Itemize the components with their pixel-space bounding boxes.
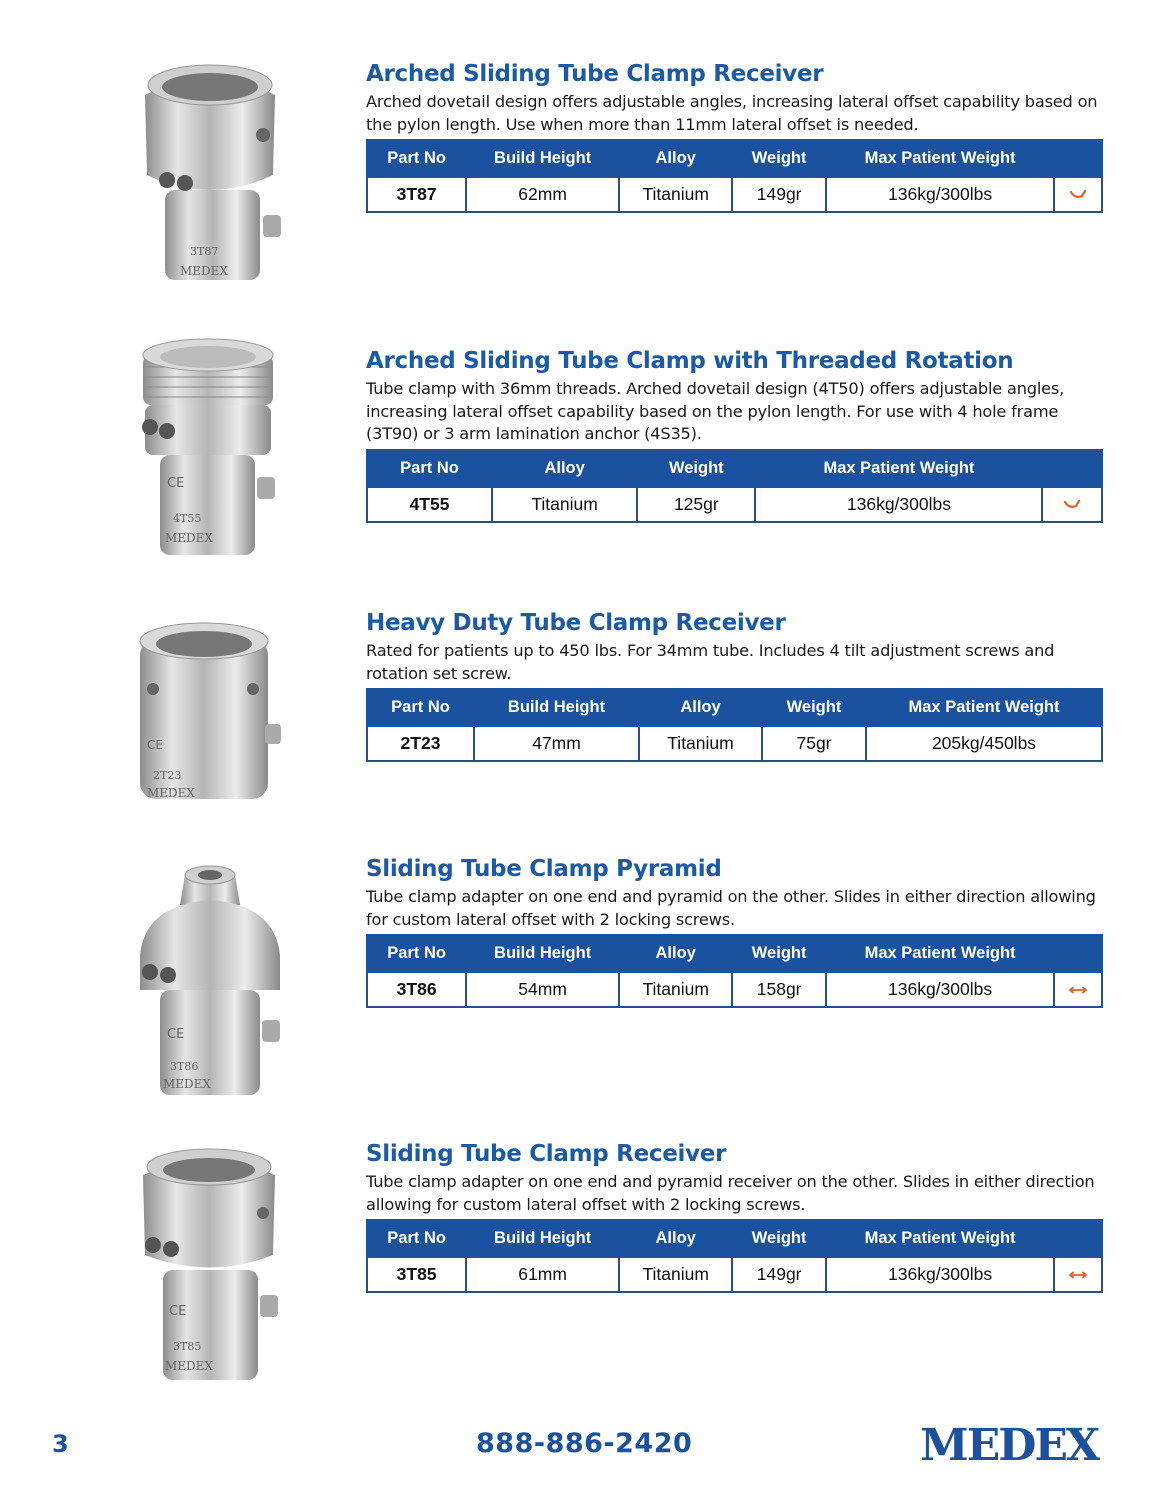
product-info xyxy=(366,1140,1103,1293)
header-icon xyxy=(1054,935,1102,972)
header-alloy: Alloy xyxy=(619,1220,732,1257)
svg-text:CE: CE xyxy=(167,476,185,491)
cell-build-height: 62mm xyxy=(466,177,619,212)
heavy-duty-clamp-image xyxy=(125,619,295,809)
cell-part-no: 3T87 xyxy=(367,177,466,212)
header-max-patient-weight: Max Patient Weight xyxy=(826,140,1054,177)
header-part-no: Part No xyxy=(367,450,492,487)
header-part-no: Part No xyxy=(367,140,466,177)
header-weight: Weight xyxy=(732,140,826,177)
svg-text:3T87: 3T87 xyxy=(190,245,219,258)
product-title: Heavy Duty Tube Clamp Receiver xyxy=(366,610,786,636)
cell-alloy: Titanium xyxy=(619,1257,732,1292)
header-weight: Weight xyxy=(762,689,866,726)
product-description: Tube clamp with 36mm threads. Arched dovetail design (4T50) offers adjustable angles, increasing lateral offset capability based on the pylon length. For use with 4 hole frame (3T90) or 3 arm lamination anchor (4S35). xyxy=(366,379,1065,443)
cell-build-height: 54mm xyxy=(466,972,619,1007)
spec-table xyxy=(366,934,1103,1008)
svg-text:2T23: 2T23 xyxy=(153,769,182,782)
spec-header-row xyxy=(367,450,1102,487)
header-build-height: Build Height xyxy=(474,689,639,726)
svg-text:MEDEX: MEDEX xyxy=(147,786,195,800)
svg-text:CE: CE xyxy=(169,1304,187,1319)
header-alloy: Alloy xyxy=(639,689,762,726)
table-row xyxy=(367,726,1102,761)
svg-text:MEDEX: MEDEX xyxy=(180,264,228,278)
logo-text-accent: E xyxy=(1034,1420,1066,1471)
cell-weight: 149gr xyxy=(732,177,826,212)
cell-build-height: 61mm xyxy=(466,1257,619,1292)
product-photo-4t55 xyxy=(125,327,295,567)
cell-alloy: Titanium xyxy=(619,177,732,212)
header-alloy: Alloy xyxy=(619,140,732,177)
double-arrow-icon xyxy=(1054,972,1102,1007)
logo-text-main: MED xyxy=(920,1420,1035,1471)
cell-weight: 149gr xyxy=(732,1257,826,1292)
spec-header-row xyxy=(367,689,1102,726)
product-photo-2t23 xyxy=(125,619,295,809)
product-description: Arched dovetail design offers adjustable angles, increasing lateral offset capability based on the pylon length. Use when more than 11mm lateral offset is needed. xyxy=(366,92,1098,134)
header-max-patient-weight: Max Patient Weight xyxy=(826,935,1054,972)
header-weight: Weight xyxy=(637,450,755,487)
threaded-clamp-image xyxy=(125,327,295,567)
product-photo-3t87 xyxy=(125,40,295,290)
cell-weight: 125gr xyxy=(637,487,755,522)
spec-header-row xyxy=(367,140,1102,177)
product-info xyxy=(366,609,1103,762)
product-description: Tube clamp adapter on one end and pyramid receiver on the other. Slides in either direction allowing for custom lateral offset with 2 locking screws. xyxy=(366,1172,1095,1214)
svg-text:4T55: 4T55 xyxy=(173,512,202,525)
header-part-no: Part No xyxy=(367,689,474,726)
cell-part-no: 4T55 xyxy=(367,487,492,522)
cell-part-no: 3T85 xyxy=(367,1257,466,1292)
product-info xyxy=(366,855,1103,1008)
product-title: Arched Sliding Tube Clamp Receiver xyxy=(366,61,824,87)
svg-text:3T85: 3T85 xyxy=(173,1340,202,1353)
spec-table xyxy=(366,449,1103,523)
spec-table xyxy=(366,139,1103,213)
table-row xyxy=(367,1257,1102,1292)
spec-table xyxy=(366,688,1103,762)
double-arrow-icon xyxy=(1054,1257,1102,1292)
cell-alloy: Titanium xyxy=(492,487,637,522)
svg-text:MEDEX: MEDEX xyxy=(165,531,213,545)
header-max-patient-weight: Max Patient Weight xyxy=(826,1220,1054,1257)
header-build-height: Build Height xyxy=(466,935,619,972)
logo-text-end: X xyxy=(1065,1420,1099,1471)
spec-table xyxy=(366,1219,1103,1293)
cell-max-patient-weight: 205kg/450lbs xyxy=(866,726,1102,761)
cell-alloy: Titanium xyxy=(639,726,762,761)
product-title: Sliding Tube Clamp Receiver xyxy=(366,1141,727,1167)
clamp-pyramid-image xyxy=(125,860,295,1100)
header-alloy: Alloy xyxy=(619,935,732,972)
page-number: 3 xyxy=(52,1430,69,1458)
product-photo-3t86 xyxy=(125,860,295,1100)
cell-alloy: Titanium xyxy=(619,972,732,1007)
product-info xyxy=(366,60,1103,213)
header-icon xyxy=(1054,140,1102,177)
header-part-no: Part No xyxy=(367,935,466,972)
header-part-no: Part No xyxy=(367,1220,466,1257)
cell-max-patient-weight: 136kg/300lbs xyxy=(826,177,1054,212)
svg-text:MEDEX: MEDEX xyxy=(165,1359,213,1373)
phone-number: 888-886-2420 xyxy=(476,1428,693,1459)
header-weight: Weight xyxy=(732,1220,826,1257)
spec-header-row xyxy=(367,935,1102,972)
header-weight: Weight xyxy=(732,935,826,972)
cell-max-patient-weight: 136kg/300lbs xyxy=(826,972,1054,1007)
sliding-clamp-receiver-image xyxy=(125,1145,295,1385)
svg-text:3T86: 3T86 xyxy=(170,1060,199,1073)
table-row xyxy=(367,487,1102,522)
product-title: Arched Sliding Tube Clamp with Threaded Rotation xyxy=(366,348,1014,374)
product-description: Tube clamp adapter on one end and pyramid on the other. Slides in either direction allowing for custom lateral offset with 2 locking screws. xyxy=(366,887,1096,929)
svg-text:CE: CE xyxy=(167,1027,185,1042)
header-icon xyxy=(1054,1220,1102,1257)
cell-part-no: 3T86 xyxy=(367,972,466,1007)
product-photo-3t85 xyxy=(125,1145,295,1385)
product-description: Rated for patients up to 450 lbs. For 34mm tube. Includes 4 tilt adjustment screws and rotation set screw. xyxy=(366,641,1055,683)
cell-max-patient-weight: 136kg/300lbs xyxy=(826,1257,1054,1292)
medex-logo xyxy=(920,1422,1098,1470)
arc-icon xyxy=(1054,177,1102,212)
header-icon xyxy=(1042,450,1102,487)
table-row xyxy=(367,177,1102,212)
cell-weight: 158gr xyxy=(732,972,826,1007)
header-build-height: Build Height xyxy=(466,1220,619,1257)
header-alloy: Alloy xyxy=(492,450,637,487)
cell-part-no: 2T23 xyxy=(367,726,474,761)
cell-weight: 75gr xyxy=(762,726,866,761)
svg-text:CE: CE xyxy=(147,738,163,752)
header-build-height: Build Height xyxy=(466,140,619,177)
header-max-patient-weight: Max Patient Weight xyxy=(755,450,1042,487)
clamp-receiver-image xyxy=(125,40,295,290)
cell-max-patient-weight: 136kg/300lbs xyxy=(755,487,1042,522)
svg-text:MEDEX: MEDEX xyxy=(163,1077,211,1091)
product-info xyxy=(366,347,1103,523)
header-max-patient-weight: Max Patient Weight xyxy=(866,689,1102,726)
arc-icon xyxy=(1042,487,1102,522)
table-row xyxy=(367,972,1102,1007)
spec-header-row xyxy=(367,1220,1102,1257)
cell-build-height: 47mm xyxy=(474,726,639,761)
product-title: Sliding Tube Clamp Pyramid xyxy=(366,856,722,882)
